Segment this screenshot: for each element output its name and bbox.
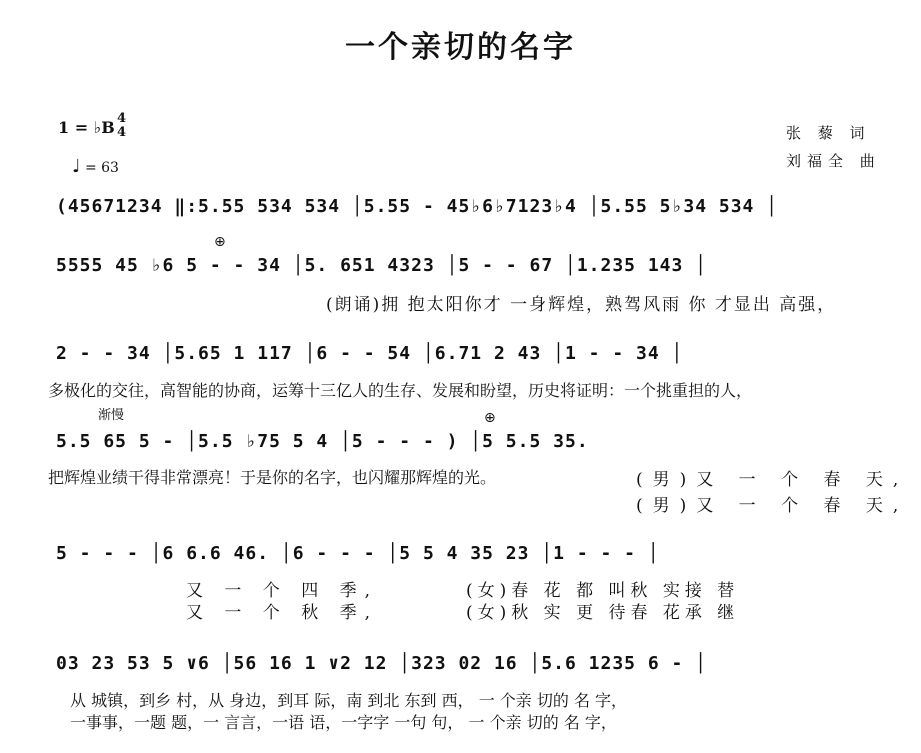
coda-sign-icon: ⊕ [214,234,226,250]
time-signature-top: 4 [117,111,127,126]
score-line-6-music: 03 23 53 5 ∨6 │56 16 1 ∨2 12 │323 02 16 │5.6 1235 6 - │ [56,653,708,674]
score-line-4-verse-1: (男)又 一 个 春 天, [636,470,909,490]
time-signature [117,112,126,140]
key-signature: 1 = ♭B [58,118,115,137]
quarter-note-icon: ♩ [72,156,81,177]
tempo-mark-rit: 渐慢 [98,408,125,423]
lyricist-credit: 张 藜 词 [786,124,871,142]
tempo-value: = 63 [84,160,119,176]
score-line-5-verse-1a: 又 一 个 四 季, [186,581,379,601]
score-line-5-verse-2a: 又 一 个 秋 季, [186,603,379,623]
score-line-2-lyrics: (朗诵)拥 抱太阳你才 一身辉煌，熟驾风雨 你 才显出 高强， [326,295,837,315]
tempo-marking [72,156,119,177]
score-line-4-lyrics: 把辉煌业绩干得非常漂亮！于是你的名字，也闪耀那辉煌的光。 [48,468,497,487]
score-line-3-lyrics: 多极化的交往，高智能的协商，运筹十三亿人的生存、发展和盼望，历史将证明：一个挑重担的人， [48,381,753,400]
score-line-3-music: 2 - - 34 │5.65 1 117 │6 - - 54 │6.71 2 43 │1 - - 34 │ [56,343,684,364]
composer-credit: 刘福全 曲 [786,152,881,170]
time-signature-bottom: 4 [117,125,127,140]
score-line-4-verse-2: (男)又 一 个 春 天, [636,496,909,516]
score-line-5-music: 5 - - - │6 6.6 46. │6 - - - │5 5 4 35 23 │1 - - - │ [56,543,660,564]
score-line-5-verse-2b: (女)秋 实 更 待春 花承 继 [466,603,740,623]
score-line-6-verse-2: 一事事，一题 题，一 言言，一语 语，一字字 一句 句， 一 个亲 切的 名 字， [70,713,617,732]
score-line-4-music: 5.5 65 5 - │5.5 ♭75 5 4 │5 - - - ) │5 5.5 35. [56,431,589,452]
page-title: 一个亲切的名字 [345,30,576,65]
score-line-5-verse-1b: (女)春 花 都 叫秋 实接 替 [466,581,740,601]
coda-sign-icon-2: ⊕ [484,410,496,426]
score-line-6-verse-1: 从 城镇，到乡 村，从 身边，到耳 际，南 到北 东到 西， 一 个亲 切的 名 字， [70,691,628,710]
score-line-1-music: (45671234 ‖:5.55 534 534 │5.55 - 45♭6♭7123♭4 │5.55 5♭34 534 │ [56,196,779,217]
score-line-2-music: 5555 45 ♭6 5 - - 34 │5. 651 4323 │5 - - 67 │1.235 143 │ [56,255,708,276]
